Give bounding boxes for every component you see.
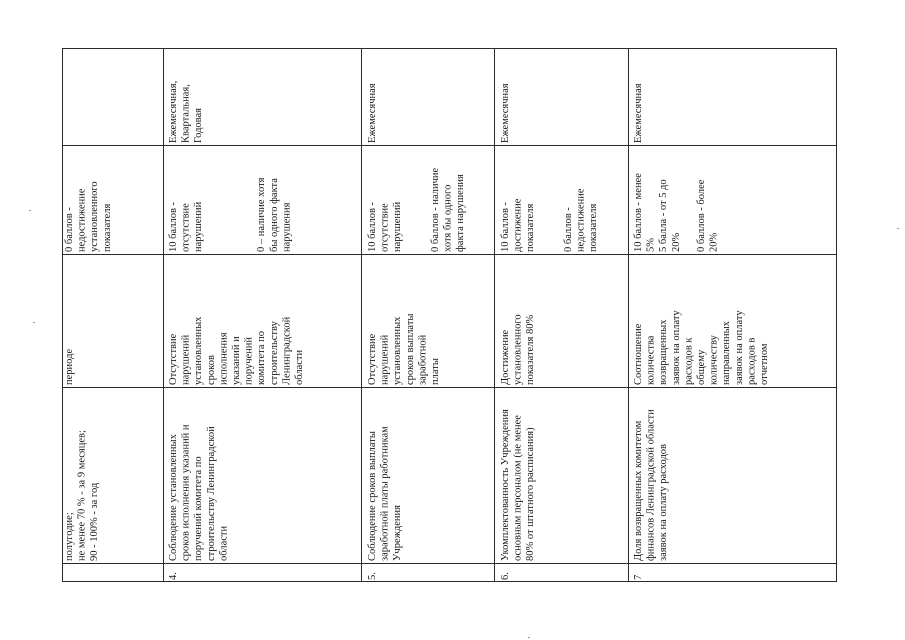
row-divider-criterion — [62, 254, 837, 255]
row-number: 4. — [168, 572, 179, 580]
score-cell: 10 баллов - менее 5% 5 балла - от 5 до 20% 0 баллов - более 20% — [633, 173, 720, 252]
score-cell: 10 баллов - отсутствие нарушений 0 – наличие хотя бы одного факта нарушения — [168, 177, 293, 252]
criterion-cell: Отсутствие нарушений установленных сроков выплаты заработной платы — [367, 313, 441, 385]
criterion-cell: периоде — [64, 348, 75, 385]
score-cell: 10 баллов - достижение показателя 0 баллов - недостижение показателя — [500, 188, 600, 252]
indicator-cell: Соблюдение сроков выплаты заработной платы работникам Учреждения — [367, 426, 404, 561]
criterion-cell: Соотношение количества возвращенных заявок на оплату расходов к общему количеству направленных заявок на оплату расходов в отчетном — [633, 310, 770, 385]
periodicity-cell: Ежемесячная — [367, 83, 378, 143]
scan-speck — [897, 228, 899, 229]
indicator-cell: Укомплектованность Учреждения основным персоналом (не менее 80% от штатного расписания) — [500, 409, 537, 561]
column-divider — [494, 48, 495, 582]
row-divider-indicator — [62, 387, 837, 388]
periodicity-cell: Ежемесячная, Квартальная, Годовая — [168, 80, 205, 143]
scan-speck — [29, 210, 31, 211]
criterion-cell: Отсутствие нарушений установленных сроков исполнения указаний и поручений комитета по строительству Ленинградской области — [168, 316, 305, 385]
scan-speck — [528, 637, 530, 638]
scan-speck — [33, 322, 35, 323]
row-divider-number — [62, 563, 837, 564]
indicator-cell: полугодие; не менее 70 % - за 9 месяцев; 90 - 100% - за год — [64, 430, 101, 561]
score-cell: 10 баллов - отсутствие нарушений 0 баллов - наличие хотя бы одного факта нарушения — [367, 167, 467, 252]
row-number: 5. — [367, 572, 378, 580]
column-divider — [361, 48, 362, 582]
indicator-cell: Соблюдение установленных сроков исполнения указаний и поручений комитета по строительству Ленинградской области — [168, 424, 230, 561]
indicator-cell: Доля возвращенных комитетом финансов Ленинградской области заявок на оплату расходов — [633, 409, 670, 561]
row-number: 7 — [633, 574, 644, 580]
periodicity-cell: Ежемесячная — [633, 83, 644, 143]
column-divider — [628, 48, 629, 582]
column-divider — [163, 48, 164, 582]
criterion-cell: Достижение установленного показателя 80% — [500, 314, 537, 385]
row-number: 6. — [500, 572, 511, 580]
periodicity-cell: Ежемесячная — [500, 83, 511, 143]
score-cell: 0 баллов - недостижение установленного показателя — [64, 181, 113, 252]
row-divider-score — [62, 145, 837, 146]
